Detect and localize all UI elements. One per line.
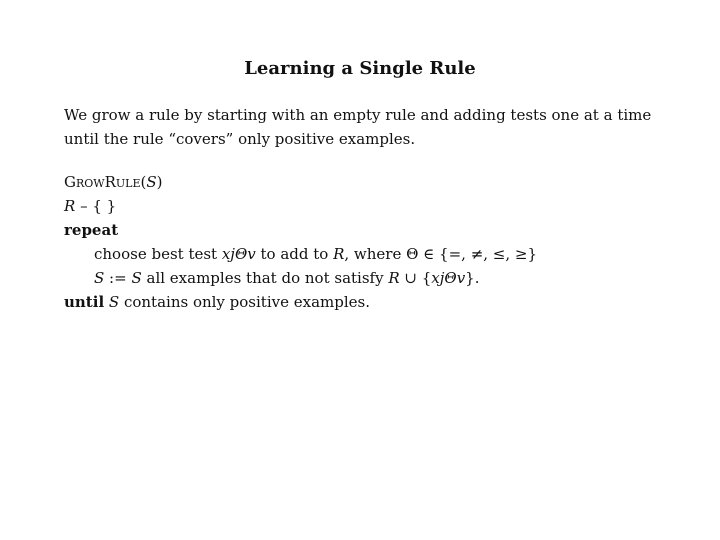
update-text-a: all examples that do not satisfy	[141, 269, 389, 287]
update-union: ∪ {	[399, 269, 432, 287]
until-rest: contains only positive examples.	[119, 293, 370, 311]
choose-step	[64, 242, 537, 266]
algorithm-block	[64, 170, 537, 314]
slide-title: Learning a Single Rule	[244, 58, 476, 79]
choose-text-c: , where Θ ∈ {=, ≠, ≤, ≥}	[344, 245, 538, 263]
until-line	[64, 290, 537, 314]
update-end: }.	[465, 269, 480, 287]
repeat-keyword: repeat	[64, 221, 119, 239]
update-var: R	[388, 269, 400, 287]
until-var: S	[104, 293, 120, 311]
init-rest: – { }	[75, 197, 117, 215]
choose-text-a: choose best test	[94, 245, 222, 263]
intro-paragraph: We grow a rule by starting with an empty rule and adding tests one at a time until the rule “covers” only positive examples.	[64, 106, 652, 148]
procedure-header	[64, 170, 537, 194]
procedure-arg: S	[146, 173, 157, 191]
procedure-close-paren: )	[156, 173, 163, 191]
choose-var: R	[333, 245, 345, 263]
until-keyword: until	[64, 293, 105, 311]
update-rhs: S	[131, 269, 142, 287]
choose-test: xjΘv	[221, 245, 256, 263]
update-op: :=	[104, 269, 132, 287]
update-test: xjΘv	[431, 269, 466, 287]
procedure-name: GrowRule	[64, 173, 141, 191]
update-step	[64, 266, 537, 290]
choose-text-b: to add to	[255, 245, 334, 263]
procedure-open-paren: (	[140, 173, 147, 191]
update-lhs: S	[94, 269, 105, 287]
init-var: R	[64, 197, 76, 215]
init-line	[64, 194, 537, 218]
